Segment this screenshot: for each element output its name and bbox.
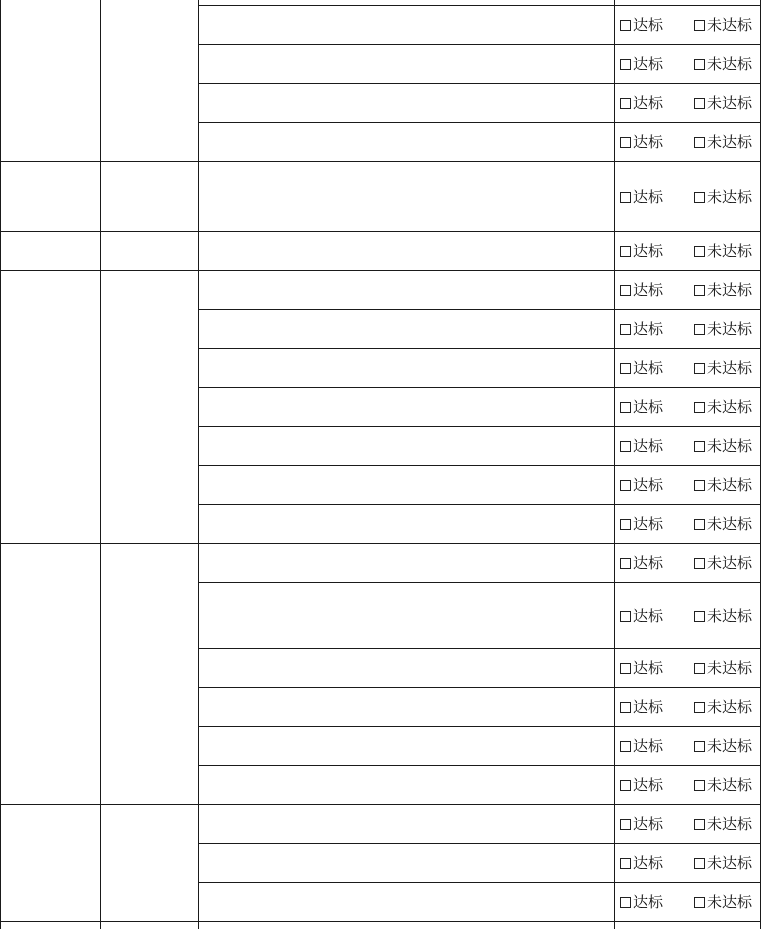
fail-label: 未达标: [707, 133, 753, 151]
checkbox-icon[interactable]: [694, 98, 705, 109]
grid-line: [0, 270, 1, 544]
fail-label: 未达标: [707, 359, 753, 377]
grid-line: [0, 231, 1, 271]
grid-line: [0, 5, 1, 162]
pass-label: 达标: [633, 737, 664, 755]
checkbox-icon[interactable]: [694, 858, 705, 869]
pass-label: 达标: [633, 281, 664, 299]
pass-option[interactable]: [618, 5, 684, 44]
pass-option[interactable]: [618, 426, 684, 465]
checkbox-icon[interactable]: [620, 702, 631, 713]
grid-line: [198, 5, 199, 162]
fail-option[interactable]: [692, 843, 760, 882]
checkbox-icon[interactable]: [620, 519, 631, 530]
grid-line: [760, 921, 761, 929]
pass-label: 达标: [633, 893, 664, 911]
checkbox-icon[interactable]: [694, 192, 705, 203]
pass-label: 达标: [633, 815, 664, 833]
pass-label: 达标: [633, 698, 664, 716]
grid-line: [614, 5, 615, 162]
fail-option[interactable]: [692, 122, 760, 161]
fail-option[interactable]: [692, 543, 760, 582]
grid-line: [0, 543, 1, 805]
fail-label: 未达标: [707, 281, 753, 299]
check-item: [199, 309, 614, 348]
fail-label: 未达标: [707, 776, 753, 794]
checkbox-icon[interactable]: [694, 741, 705, 752]
pass-option[interactable]: [618, 465, 684, 504]
fail-label: 未达标: [707, 476, 753, 494]
fail-option[interactable]: [692, 309, 760, 348]
check-item: [199, 348, 614, 387]
fail-option[interactable]: [692, 348, 760, 387]
fail-option[interactable]: [692, 231, 760, 270]
pass-option[interactable]: [618, 231, 684, 270]
row-number: [0, 270, 100, 543]
pass-option[interactable]: [618, 543, 684, 582]
fail-option[interactable]: [692, 687, 760, 726]
fail-option[interactable]: [692, 726, 760, 765]
grid-line: [100, 231, 101, 271]
checkbox-icon[interactable]: [620, 858, 631, 869]
fail-option[interactable]: [692, 648, 760, 687]
pass-option[interactable]: [618, 582, 684, 648]
pass-option[interactable]: [618, 348, 684, 387]
pass-option[interactable]: [618, 726, 684, 765]
checkbox-icon[interactable]: [620, 663, 631, 674]
pass-option[interactable]: [618, 843, 684, 882]
fail-option[interactable]: [692, 582, 760, 648]
grid-line: [0, 161, 1, 232]
fail-label: 未达标: [707, 437, 753, 455]
fail-label: 未达标: [707, 659, 753, 677]
grid-line: [100, 543, 101, 805]
checkbox-icon[interactable]: [620, 98, 631, 109]
fail-label: 未达标: [707, 854, 753, 872]
checkbox-icon[interactable]: [694, 246, 705, 257]
pass-label: 达标: [633, 854, 664, 872]
checkbox-icon[interactable]: [694, 59, 705, 70]
pass-option[interactable]: [618, 504, 684, 543]
check-item: [199, 270, 614, 309]
grid-line: [100, 921, 101, 929]
pass-label: 达标: [633, 515, 664, 533]
pass-label: 达标: [633, 359, 664, 377]
checkbox-icon[interactable]: [694, 324, 705, 335]
check-item: [199, 882, 614, 921]
category-label: [100, 543, 198, 804]
grid-line: [0, 921, 761, 922]
pass-option[interactable]: [618, 882, 684, 921]
pass-option[interactable]: [618, 309, 684, 348]
checkbox-icon[interactable]: [694, 897, 705, 908]
checkbox-icon[interactable]: [694, 137, 705, 148]
checkbox-icon[interactable]: [694, 780, 705, 791]
grid-line: [760, 5, 761, 162]
pass-option[interactable]: [618, 44, 684, 83]
pass-label: 达标: [633, 437, 664, 455]
pass-label: 达标: [633, 16, 664, 34]
checkbox-icon[interactable]: [620, 402, 631, 413]
fail-option[interactable]: [692, 5, 760, 44]
check-item: [199, 122, 614, 161]
category-label: [100, 5, 198, 161]
checkbox-icon[interactable]: [620, 480, 631, 491]
category-label: [100, 270, 198, 543]
pass-option[interactable]: [618, 83, 684, 122]
check-item: [199, 161, 614, 231]
category-label: [100, 231, 198, 270]
fail-option[interactable]: [692, 161, 760, 231]
fail-option[interactable]: [692, 387, 760, 426]
pass-label: 达标: [633, 94, 664, 112]
category-label: [100, 161, 198, 231]
grid-line: [614, 231, 615, 271]
checkbox-icon[interactable]: [694, 285, 705, 296]
checkbox-icon[interactable]: [694, 363, 705, 374]
fail-label: 未达标: [707, 398, 753, 416]
fail-option[interactable]: [692, 765, 760, 804]
fail-option[interactable]: [692, 270, 760, 309]
checkbox-icon[interactable]: [694, 663, 705, 674]
grid-line: [760, 543, 761, 805]
fail-label: 未达标: [707, 515, 753, 533]
pass-label: 达标: [633, 187, 664, 206]
pass-option[interactable]: [618, 387, 684, 426]
pass-label: 达标: [633, 242, 664, 260]
check-item: [199, 648, 614, 687]
pass-option[interactable]: [618, 687, 684, 726]
fail-label: 未达标: [707, 242, 753, 260]
pass-label: 达标: [633, 606, 664, 625]
fail-label: 未达标: [707, 698, 753, 716]
fail-label: 未达标: [707, 815, 753, 833]
check-item: [199, 843, 614, 882]
fail-option[interactable]: [692, 83, 760, 122]
pass-label: 达标: [633, 554, 664, 572]
checkbox-icon[interactable]: [620, 897, 631, 908]
check-item: [199, 387, 614, 426]
pass-label: 达标: [633, 55, 664, 73]
row-number: [0, 543, 100, 804]
check-item: [199, 582, 614, 648]
grid-line: [614, 161, 615, 232]
fail-label: 未达标: [707, 554, 753, 572]
row-number: [0, 5, 100, 161]
fail-option[interactable]: [692, 426, 760, 465]
check-item: [199, 804, 614, 843]
checkbox-icon[interactable]: [620, 363, 631, 374]
checkbox-icon[interactable]: [694, 558, 705, 569]
grid-line: [100, 270, 101, 544]
check-item: [199, 765, 614, 804]
fail-label: 未达标: [707, 737, 753, 755]
checkbox-icon[interactable]: [620, 819, 631, 830]
checkbox-icon[interactable]: [620, 137, 631, 148]
grid-line: [100, 5, 101, 162]
grid-line: [198, 161, 199, 232]
checkbox-icon[interactable]: [620, 780, 631, 791]
pass-option[interactable]: [618, 765, 684, 804]
pass-option[interactable]: [618, 161, 684, 231]
pass-label: 达标: [633, 133, 664, 151]
pass-option[interactable]: [618, 270, 684, 309]
grid-line: [760, 804, 761, 922]
grid-line: [198, 804, 199, 922]
grid-line: [760, 270, 761, 544]
checkbox-icon[interactable]: [620, 741, 631, 752]
check-item: [199, 426, 614, 465]
fail-label: 未达标: [707, 606, 753, 625]
grid-line: [614, 804, 615, 922]
checkbox-icon[interactable]: [620, 441, 631, 452]
fail-option[interactable]: [692, 44, 760, 83]
check-item: [199, 5, 614, 44]
fail-option[interactable]: [692, 882, 760, 921]
checkbox-icon[interactable]: [620, 246, 631, 257]
grid-line: [0, 804, 1, 922]
checkbox-icon[interactable]: [694, 20, 705, 31]
fail-option[interactable]: [692, 504, 760, 543]
grid-line: [198, 543, 199, 805]
checkbox-icon[interactable]: [694, 519, 705, 530]
checkbox-icon[interactable]: [694, 441, 705, 452]
grid-line: [198, 231, 199, 271]
fail-label: 未达标: [707, 94, 753, 112]
check-item: [199, 44, 614, 83]
pass-label: 达标: [633, 398, 664, 416]
row-number: [0, 161, 100, 231]
grid-line: [100, 161, 101, 232]
fail-label: 未达标: [707, 16, 753, 34]
check-item: [199, 504, 614, 543]
grid-line: [760, 231, 761, 271]
checkbox-icon[interactable]: [694, 819, 705, 830]
fail-label: 未达标: [707, 320, 753, 338]
checkbox-icon[interactable]: [620, 192, 631, 203]
pass-label: 达标: [633, 476, 664, 494]
category-label: [100, 804, 198, 921]
fail-label: 未达标: [707, 893, 753, 911]
checkbox-icon[interactable]: [694, 702, 705, 713]
grid-line: [100, 804, 101, 922]
pass-label: 达标: [633, 659, 664, 677]
grid-line: [614, 921, 615, 929]
check-item: [199, 543, 614, 582]
pass-label: 达标: [633, 320, 664, 338]
checkbox-icon[interactable]: [620, 285, 631, 296]
checkbox-icon[interactable]: [620, 611, 631, 622]
pass-option[interactable]: [618, 804, 684, 843]
grid-line: [614, 270, 615, 544]
pass-label: 达标: [633, 776, 664, 794]
check-item: [199, 465, 614, 504]
row-number: [0, 804, 100, 921]
checkbox-icon[interactable]: [694, 402, 705, 413]
checkbox-icon[interactable]: [694, 480, 705, 491]
checkbox-icon[interactable]: [620, 558, 631, 569]
grid-line: [198, 270, 199, 544]
grid-line: [614, 543, 615, 805]
checkbox-icon[interactable]: [620, 20, 631, 31]
fail-label: 未达标: [707, 55, 753, 73]
checkbox-icon[interactable]: [694, 611, 705, 622]
checkbox-icon[interactable]: [620, 59, 631, 70]
checkbox-icon[interactable]: [620, 324, 631, 335]
pass-option[interactable]: [618, 122, 684, 161]
pass-option[interactable]: [618, 648, 684, 687]
fail-label: 未达标: [707, 187, 753, 206]
grid-line: [198, 921, 199, 929]
grid-line: [760, 161, 761, 232]
check-item: [199, 231, 614, 270]
row-number: [0, 231, 100, 270]
check-item: [199, 687, 614, 726]
fail-option[interactable]: [692, 804, 760, 843]
check-item: [199, 83, 614, 122]
check-item: [199, 726, 614, 765]
grid-line: [0, 921, 1, 929]
fail-option[interactable]: [692, 465, 760, 504]
